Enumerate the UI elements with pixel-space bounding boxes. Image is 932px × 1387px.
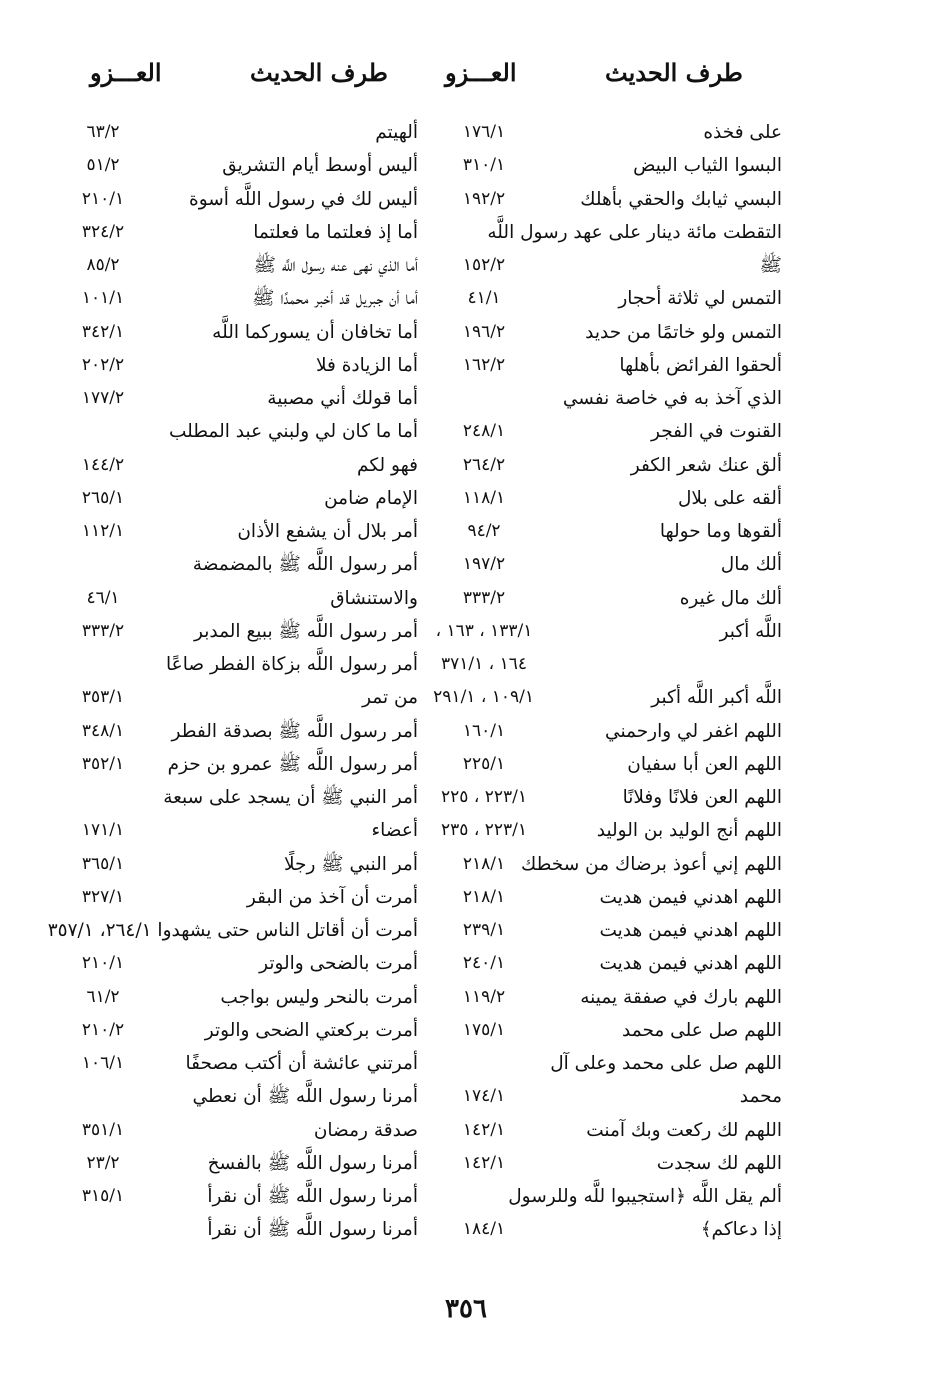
hadith-left-cell: أمرنا رسول اللَّه ﷺ أن نقرأ [207, 1186, 418, 1207]
ref-left-cell: ٣٤٨/١ [81, 720, 125, 741]
ref-right-cell: ٢٣٩/١ [462, 920, 506, 940]
hadith-left-cell: أمر رسول اللَّه ﷺ ببيع المدبر [194, 620, 418, 642]
hadith-right-cell: على فخذه [703, 122, 782, 143]
table-row [0, 947, 932, 980]
hadith-left-cell: أما الزيادة فلا [315, 354, 418, 376]
header-ref-left: العـــزو [90, 58, 162, 87]
ref-left-cell: ٣٣٣/٢ [81, 620, 125, 641]
hadith-left-cell: أمرنا رسول اللَّه ﷺ أن نقرأ [207, 1219, 418, 1241]
hadith-left-cell: أليس لك في رسول اللَّه أسوة [189, 188, 418, 210]
hadith-left-cell: فهو لكم [357, 454, 418, 476]
hadith-left-cell: أمرت بالضحى والوتر [259, 953, 418, 975]
hadith-right-cell: ألك مال [720, 554, 782, 576]
ref-left-cell: ٦١/٢ [86, 986, 120, 1007]
hadith-right-cell: اللهم لك ركعت وبك آمنت [586, 1119, 782, 1141]
hadith-left-cell: الإمام ضامن [324, 487, 418, 509]
ref-left-cell: ٨٥/٢ [86, 255, 120, 275]
ref-right-cell: ١٧٥/١ [462, 1019, 506, 1040]
table-row [0, 582, 932, 615]
hadith-right-cell: محمد [739, 1086, 782, 1108]
table-row [0, 216, 932, 249]
ref-left-cell: ٣٦٥/١ [81, 853, 125, 874]
ref-left-cell: ٣٢٧/١ [81, 886, 125, 907]
hadith-right-cell: إذا دعاكم﴾ [700, 1219, 782, 1241]
ref-right-cell [434, 1047, 534, 1080]
ref-left-cell: ١٤٤/٢ [81, 454, 125, 475]
ref-right-cell: ١٧٤/١ [462, 1086, 506, 1107]
table-row [0, 249, 932, 282]
ref-left-cell: ٣٤٢/١ [81, 321, 125, 342]
table-row [0, 1147, 932, 1180]
table-row [0, 415, 932, 448]
hadith-right-cell: اللهم اهدني فيمن هديت [599, 886, 782, 908]
ref-left-cell: ٤٦/١ [86, 587, 120, 608]
table-row [0, 482, 932, 515]
hadith-right-cell: التمس لي ثلاثة أحجار [618, 288, 782, 310]
ref-right-cell: ١١٨/١ [462, 487, 506, 508]
table-row [0, 681, 932, 714]
hadith-right-cell: اللَّه أكبر اللَّه أكبر [651, 687, 782, 709]
table-row [0, 1047, 932, 1080]
page-number: ٣٥٦ [445, 1294, 487, 1324]
table-row [0, 349, 932, 382]
hadith-right-cell: اللهم أنج الوليد بن الوليد [596, 820, 782, 842]
hadith-right-cell: اللهم لك سجدت [656, 1152, 782, 1174]
hadith-right-cell: ألحقوا الفرائض بأهلها [619, 354, 782, 376]
table-row [0, 881, 932, 914]
ref-right-cell: ١٩٦/٢ [462, 321, 506, 342]
ref-right-cell: ٢١٨/١ [462, 886, 506, 907]
table-row [0, 316, 932, 349]
hadith-right-cell: اللهم صل على محمد [622, 1019, 782, 1041]
hadith-right-cell: الذي آخذ به في خاصة نفسي [562, 388, 782, 409]
hadith-right-cell: القنوت في الفجر [651, 421, 782, 443]
ref-left-cell: ٢٠٢/٢ [81, 354, 125, 375]
hadith-left-cell: أمر رسول اللَّه ﷺ عمرو بن حزم [167, 753, 418, 775]
header-hadith-right: طرف الحديث [605, 58, 743, 87]
hadith-right-cell: اللهم صل على محمد وعلى آل [550, 1053, 782, 1074]
table-row [0, 1014, 932, 1047]
ref-right-cell: ١٥٢/٢ [462, 255, 506, 275]
ref-left-cell: ٢١٠/١ [81, 188, 125, 209]
hadith-left-cell: والاستنشاق [330, 587, 418, 609]
hadith-left-cell: أمرتني عائشة أن أكتب مصحفًا [185, 1053, 418, 1074]
table-row [0, 548, 932, 581]
hadith-left-cell: أمرت بركعتي الضحى والوتر [204, 1019, 418, 1041]
hadith-left-cell: من تمر [362, 687, 418, 709]
table-row [0, 1114, 932, 1147]
table-row [0, 814, 932, 847]
header-ref-right: العـــزو [445, 58, 517, 87]
ref-left-cell: ١١٢/١ [81, 521, 125, 541]
ref-right-cell: ١٤٢/١ [462, 1152, 506, 1173]
hadith-right-cell: التقطت مائة دينار على عهد رسول اللَّه [487, 221, 782, 243]
hadith-right-cell: اللهم اغفر لي وارحمني [605, 720, 782, 742]
hadith-right-cell: اللهم العن فلانًا وفلانًا [622, 787, 782, 808]
ref-left-cell: ١٧١/١ [81, 820, 125, 841]
table-row [0, 183, 932, 216]
ref-left-cell: ٢٦٥/١ [81, 487, 125, 508]
ref-left-cell [48, 1213, 158, 1246]
table-row [0, 515, 932, 548]
ref-right-cell: ١٨٤/١ [462, 1219, 506, 1240]
table-row [0, 848, 932, 881]
table-row [0, 382, 932, 415]
table-row [0, 1213, 932, 1246]
ref-right-cell: ٢١٨/١ [462, 853, 506, 874]
ref-right-cell: ٢٢٣/١ ، ٢٢٥ [441, 787, 527, 807]
hadith-left-cell: أمر رسول اللَّه بزكاة الفطر صاعًا [166, 654, 418, 675]
ref-left-cell: ١٠٦/١ [81, 1053, 125, 1073]
ref-left-cell: ٣٥٢/١ [81, 753, 125, 774]
hadith-right-cell: اللهم اهدني فيمن هديت [599, 953, 782, 975]
hadith-right-cell: ألقوها وما حولها [659, 521, 782, 542]
ref-right-cell: ٢٢٥/١ [462, 753, 506, 774]
table-row [0, 1180, 932, 1213]
ref-right-cell: ١٣٣/١ ، ١٦٣ ، [435, 620, 533, 641]
table-row [0, 615, 932, 648]
hadith-right-cell [552, 648, 782, 681]
hadith-right-cell: التمس ولو خاتمًا من حديد [585, 321, 782, 343]
ref-right-cell [434, 216, 534, 249]
hadith-right-cell: البسوا الثياب البيض [633, 155, 782, 177]
hadith-right-cell: البسي ثيابك والحقي بأهلك [580, 188, 782, 210]
ref-left-cell: ٢١٠/١ [81, 953, 125, 974]
ref-right-cell: ١٩٢/٢ [462, 188, 506, 209]
hadith-left-cell: صدقة رمضان [313, 1119, 418, 1141]
hadith-left-cell: ألهيتم [375, 122, 418, 143]
hadith-left-cell: أمرت أن أقاتل الناس حتى يشهدوا ٢٦٤/١، ٣٥٧/١ [47, 920, 418, 941]
ref-left-cell [48, 648, 158, 681]
hadith-right-cell: ألك مال غيره [679, 587, 782, 609]
ref-right-cell: ٢٢٣/١ ، ٢٣٥ [441, 820, 527, 841]
ref-left-cell: ١٧٧/٢ [81, 388, 125, 408]
hadith-left-cell: أليس أوسط أيام التشريق [222, 155, 418, 177]
ref-right-cell: ٢٤٨/١ [462, 421, 506, 442]
ref-left-cell: ٢٣/٢ [86, 1152, 120, 1173]
ref-right-cell: ٢٤٠/١ [462, 953, 506, 974]
hadith-right-cell: اللهم اهدني فيمن هديت [599, 920, 782, 941]
ref-right-cell: ١٧٦/١ [462, 122, 506, 142]
hadith-right-cell: اللهم العن أبا سفيان [627, 753, 782, 775]
ref-left-cell [48, 415, 158, 448]
ref-left-cell [48, 548, 158, 581]
table-row [0, 1080, 932, 1113]
ref-right-cell: ١٦٠/١ [462, 720, 506, 741]
ref-left-cell: ٣١٥/١ [81, 1186, 125, 1206]
ref-right-cell: ٣١٠/١ [462, 155, 506, 176]
hadith-right-cell: ألم يقل اللَّه ﴿استجيبوا للَّه وللرسول [508, 1186, 782, 1207]
ref-left-cell: ٣٢٤/٢ [81, 221, 125, 242]
ref-right-cell: ١٤٢/١ [462, 1119, 506, 1140]
hadith-left-cell: أمر رسول اللَّه ﷺ بالمضمضة [192, 554, 418, 576]
ref-left-cell: ٣٥١/١ [81, 1119, 125, 1140]
table-row [0, 648, 932, 681]
ref-left-cell: ٢١٠/٢ [81, 1019, 125, 1040]
ref-left-cell [48, 1080, 158, 1113]
hadith-left-cell: أمرت بالنحر وليس بواجب [220, 986, 418, 1008]
header-hadith-left: طرف الحديث [250, 58, 388, 87]
hadith-right-cell: ﷺ [759, 255, 782, 276]
hadith-right-cell: ألق عنك شعر الكفر [630, 454, 782, 476]
hadith-left-cell: أمرنا رسول اللَّه ﷺ بالفسخ [207, 1152, 418, 1174]
hadith-right-cell: اللهم بارك في صفقة يمينه [580, 986, 782, 1008]
hadith-left-cell: أعضاء [371, 820, 418, 842]
table-row [0, 116, 932, 149]
ref-left-cell [48, 781, 158, 814]
hadith-left-cell: أما الذي نهى عنه رسول اللَّه ﷺ [253, 255, 418, 276]
ref-left-cell: ٣٥٣/١ [81, 687, 125, 708]
hadith-left-cell: أمر رسول اللَّه ﷺ بصدقة الفطر [171, 720, 418, 742]
table-row [0, 715, 932, 748]
ref-right-cell: ٣٣٣/٢ [462, 587, 506, 608]
hadith-right-cell: اللهم إني أعوذ برضاك من سخطك [521, 853, 782, 875]
ref-left-cell [48, 914, 158, 947]
ref-right-cell: ٩٤/٢ [467, 521, 501, 541]
hadith-left-cell: أمرت أن آخذ من البقر [246, 886, 418, 908]
table-row [0, 781, 932, 814]
hadith-left-cell: أمر النبي ﷺ رجلًا [283, 853, 418, 875]
hadith-left-cell: أما تخافان أن يسوركما اللَّه [212, 321, 418, 343]
hadith-right-cell: ألقه على بلال [677, 487, 782, 509]
hadith-left-cell: أما إذ فعلتما ما فعلتما [253, 221, 418, 243]
table-row [0, 981, 932, 1014]
hadith-right-cell: اللَّه أكبر [719, 620, 782, 642]
hadith-left-cell: أما قولك أني مصبية [267, 388, 418, 409]
ref-right-cell: ١٠٩/١ ، ٢٩١/١ [433, 687, 534, 708]
ref-right-cell: ٤١/١ [467, 288, 501, 309]
table-row [0, 149, 932, 182]
ref-right-cell: ١١٩/٢ [462, 986, 506, 1007]
hadith-left-cell: أمر بلال أن يشفع الأذان [237, 521, 418, 542]
ref-right-cell: ١٦٤ ، ٣٧١/١ [441, 654, 527, 674]
ref-right-cell [434, 1180, 534, 1213]
ref-left-cell: ٦٣/٢ [86, 122, 120, 142]
ref-right-cell: ٢٦٤/٢ [462, 454, 506, 475]
table-row [0, 914, 932, 947]
ref-left-cell: ٥١/٢ [86, 155, 120, 176]
table-row [0, 449, 932, 482]
hadith-left-cell: أمر النبي ﷺ أن يسجد على سبعة [163, 787, 418, 808]
hadith-left-cell: أما ما كان لي ولبني عبد المطلب [168, 421, 418, 443]
table-row [0, 282, 932, 315]
ref-right-cell: ١٩٧/٢ [462, 554, 506, 575]
ref-right-cell [434, 382, 534, 415]
hadith-left-cell: أمرنا رسول اللَّه ﷺ أن نعطي [192, 1086, 418, 1108]
ref-left-cell: ١٠١/١ [81, 288, 125, 309]
table-row [0, 748, 932, 781]
ref-right-cell: ١٦٢/٢ [462, 354, 506, 375]
hadith-left-cell: أما أن جبريل قد أخبر محمدًا ﷺ [252, 288, 418, 310]
